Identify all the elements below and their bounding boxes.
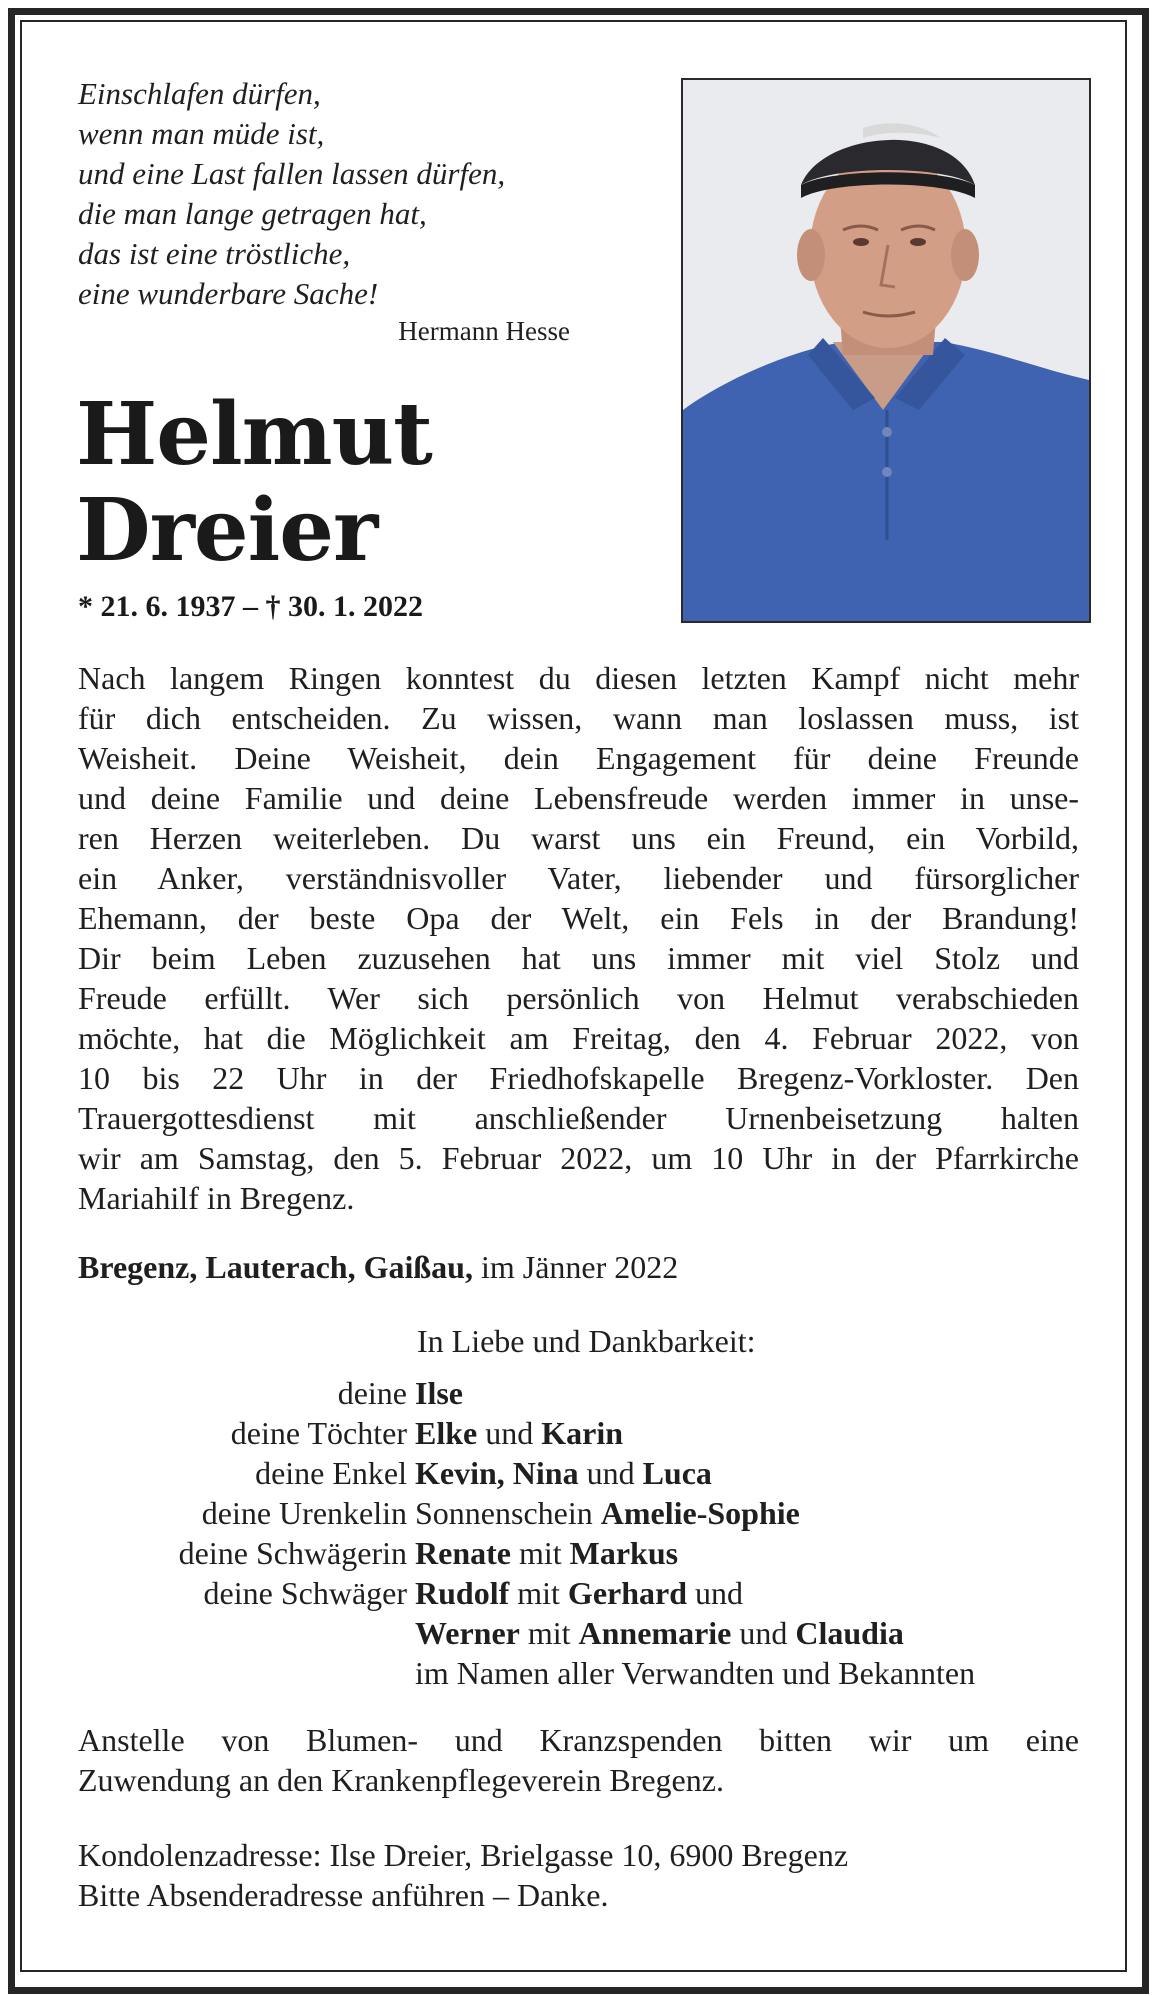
family-row [78,1573,1088,1613]
family-names [415,1373,1088,1413]
family-relation [78,1613,415,1653]
poem [78,74,638,314]
poem-author: Hermann Hesse [398,316,570,346]
obituary-line: Nach langem Ringen konntest du diesen letzten Kampf nicht mehr [78,660,1079,696]
family-member-name: Ilse [415,1375,463,1411]
family-member-name: Kevin, Nina [415,1455,579,1491]
family-connector: mit [509,1575,568,1611]
obituary-text [78,658,1079,1218]
family-names [415,1413,1088,1453]
family-row [78,1653,1088,1693]
family-member-name: Annemarie [578,1615,732,1651]
poem-line: Einschlafen dürfen, [78,76,321,111]
poem-line: wenn man müde ist, [78,116,325,151]
family-row [78,1413,1088,1453]
family-member-name: Rudolf [415,1575,510,1611]
poem-line: das ist eine tröstliche, [78,236,351,271]
family-member-name: Claudia [795,1615,904,1651]
obituary-line: Trauergottesdienst mit anschließender Urnenbeisetzung halten [78,1100,1079,1136]
family-connector: und [687,1575,744,1611]
obituary-line: Weisheit. Deine Weisheit, dein Engagement für deine Freunde [78,740,1079,776]
family-member-name: Elke [415,1415,478,1451]
family-connector: und [578,1455,643,1491]
portrait-photo [681,78,1091,623]
deceased-first-name: Helmut [76,384,432,485]
family-relation: deine Töchter [230,1415,407,1451]
family-relation: deine Schwäger [203,1575,407,1611]
family-row [78,1533,1088,1573]
poem-line: eine wunderbare Sache! [78,276,379,311]
family-names [415,1493,1088,1533]
family-intro: In Liebe und Dankbarkeit: [417,1323,756,1359]
obituary-line: ren Herzen weiterleben. Du warst uns ein Freund, ein Vorbild, [78,820,1079,856]
obituary-line: Mariahilf in Bregenz. [78,1180,355,1216]
donation-note-line: Anstelle von Blumen- und Kranzspenden bitten wir um eine [78,1722,1079,1758]
donation-note [78,1720,1079,1800]
obituary-line: 10 bis 22 Uhr in der Friedhofskapelle Bregenz-Vorkloster. Den [78,1060,1079,1096]
family-relation: deine [337,1375,407,1411]
family-member-name: Renate [415,1535,511,1571]
family-names [415,1613,1088,1653]
obituary-line: möchte, hat die Möglichkeit am Freitag, den 4. Februar 2022, von [78,1020,1079,1056]
obituary-line: Freude erfüllt. Wer sich persönlich von Helmut verabschieden [78,980,1079,1016]
place-date: im Jänner 2022 [480,1249,679,1285]
family-relation: deine Schwägerin [178,1535,407,1571]
family-member-name: Werner [415,1615,520,1651]
obituary-line: Dir beim Leben zuzusehen hat uns immer mit viel Stolz und [78,940,1079,976]
poem-line: die man lange getragen hat, [78,196,427,231]
obituary-line: ein Anker, verständnisvoller Vater, liebender und fürsorglicher [78,860,1079,896]
poem-line: und eine Last fallen lassen dürfen, [78,156,506,191]
family-member-name: Luca [642,1455,712,1491]
family-member-name: Karin [541,1415,624,1451]
family-row [78,1373,1088,1413]
address-line: Bitte Absenderadresse anführen – Danke. [78,1877,609,1913]
donation-note-line: Zuwendung an den Krankenpflegeverein Bregenz. [78,1762,724,1798]
family-connector: im Namen aller Verwandten und Bekannten [415,1655,976,1691]
family-relation: deine Enkel [255,1455,407,1491]
family-names [415,1573,1088,1613]
address-line: Kondolenzadresse: Ilse Dreier, Brielgasse 10, 6900 Bregenz [78,1837,849,1873]
family-connector: und [477,1415,542,1451]
family-relation: deine Urenkelin [201,1495,407,1531]
family-names [415,1453,1088,1493]
places: Bregenz, Lauterach, Gaißau, [78,1249,473,1285]
obituary-line: für dich entscheiden. Zu wissen, wann man loslassen muss, ist [78,700,1079,736]
family-row [78,1493,1088,1533]
family-names [415,1653,1088,1693]
life-dates: * 21. 6. 1937 – † 30. 1. 2022 [78,590,423,623]
condolence-address [78,1835,1079,1915]
family-member-name: Gerhard [567,1575,688,1611]
obituary-line: und deine Familie und deine Lebensfreude werden immer in unse- [78,780,1079,816]
family-row [78,1453,1088,1493]
place-date-line [78,1249,678,1286]
family-connector: und [731,1615,796,1651]
family-row [78,1613,1088,1653]
family-relation [78,1653,415,1693]
family-list [78,1373,1088,1693]
deceased-last-name: Dreier [76,480,378,581]
family-connector: mit [519,1615,579,1651]
family-connector: Sonnenschein [415,1495,601,1531]
obituary-line: wir am Samstag, den 5. Februar 2022, um 10 Uhr in der Pfarrkirche [78,1140,1079,1176]
family-member-name: Markus [569,1535,679,1571]
portrait-illustration [683,80,1089,621]
family-member-name: Amelie-Sophie [600,1495,800,1531]
family-connector: mit [510,1535,570,1571]
family-names [415,1533,1088,1573]
obituary-line: Ehemann, der beste Opa der Welt, ein Fels in der Brandung! [78,900,1079,936]
